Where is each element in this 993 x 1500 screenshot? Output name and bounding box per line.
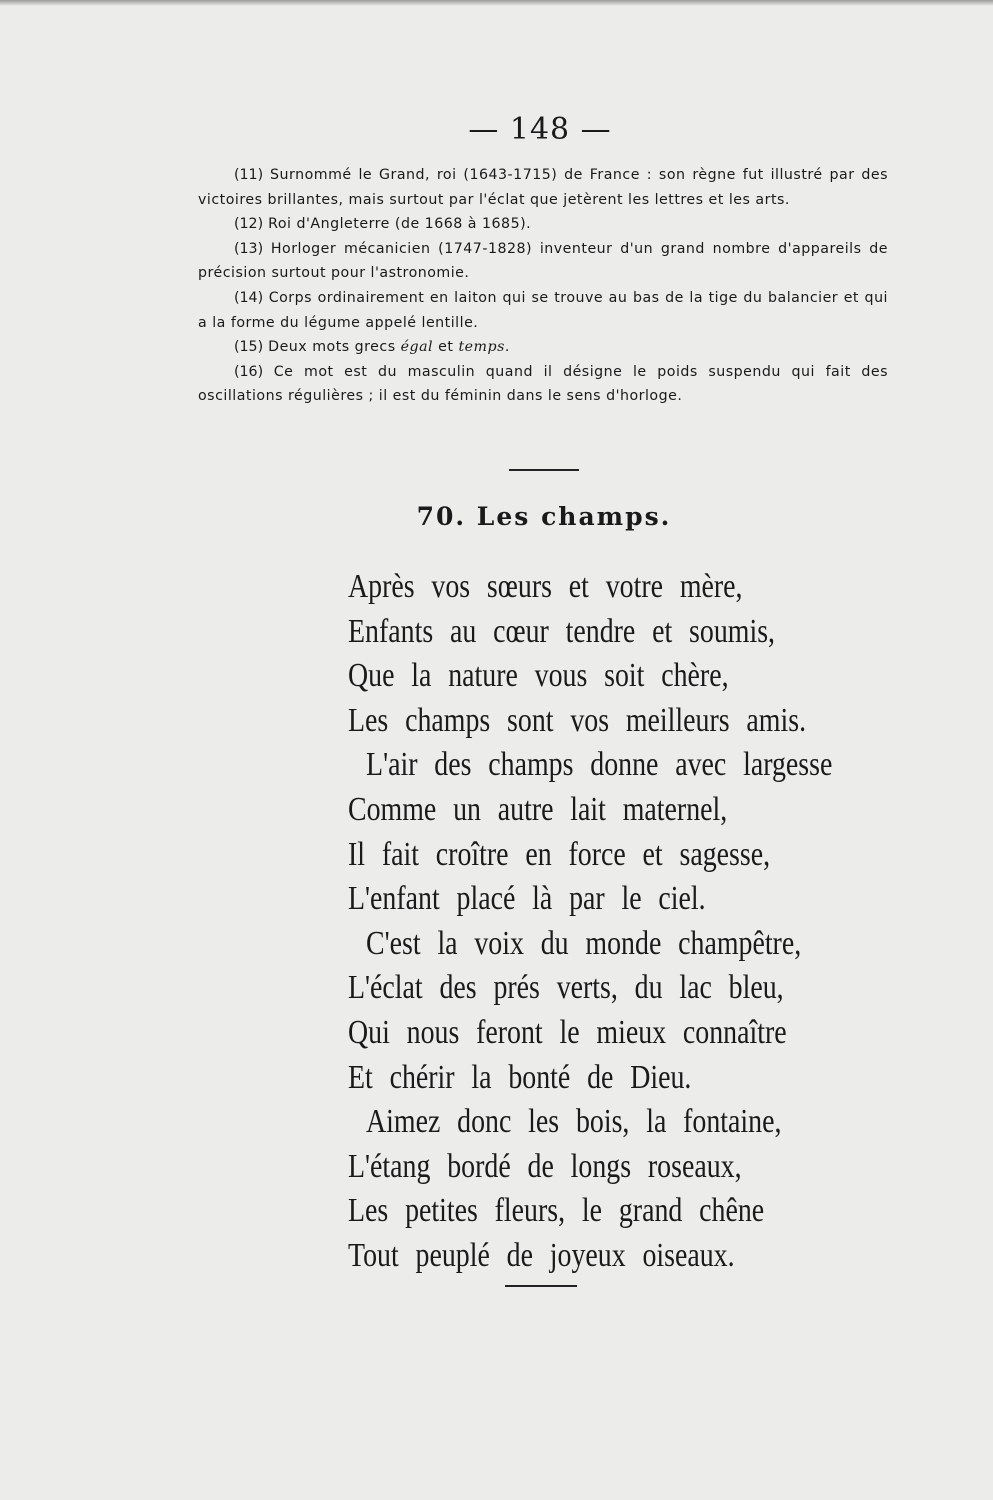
footnote-15	[198, 335, 888, 360]
footnote-13	[198, 237, 888, 286]
poem-verse: C'est la voix du monde champêtre,	[366, 924, 802, 962]
footnote-text: Deux mots grecs	[268, 339, 396, 356]
poem-verse: Il fait croître en force et sagesse,	[348, 835, 771, 873]
poem-verse: Après vos sœurs et votre mère,	[348, 568, 743, 605]
page-number: — 148 —	[468, 112, 612, 147]
section-divider-bottom	[505, 1285, 577, 1287]
footnote-number: (15)	[234, 339, 264, 356]
poem-verse: L'enfant placé là par le ciel.	[348, 880, 706, 918]
footnote-11	[198, 163, 888, 212]
footnote-16	[198, 360, 888, 409]
poem-verse: Les champs sont vos meilleurs amis.	[348, 701, 807, 739]
footnote-number: (11)	[234, 167, 264, 183]
poem-verse: Les petites fleurs, le grand chêne	[348, 1192, 765, 1230]
poem-verse: Comme un autre lait maternel,	[348, 790, 728, 828]
footnote-number: (14)	[234, 289, 264, 306]
poem-verse: L'étang bordé de longs roseaux,	[348, 1147, 742, 1185]
footnote-text: Roi d'Angleterre (de 1668 à 1685).	[268, 216, 532, 233]
footnotes	[198, 163, 888, 409]
poem-verse: Enfants au cœur tendre et soumis,	[348, 612, 776, 650]
footnote-text: et	[438, 339, 454, 356]
poem-verse: Aimez donc les bois, la fontaine,	[366, 1103, 782, 1141]
poem-verse: Et chérir la bonté de Dieu.	[348, 1058, 692, 1096]
footnote-14	[198, 286, 888, 335]
poem-body	[348, 565, 833, 1279]
footnote-number: (13)	[234, 240, 264, 257]
poem-verse: Tout peuplé de joyeux oiseaux.	[348, 1236, 735, 1274]
footnote-number: (12)	[234, 216, 264, 233]
footnote-text: .	[504, 339, 510, 356]
footnote-number: (16)	[234, 363, 264, 380]
footnote-italic-word: temps	[458, 339, 505, 356]
footnote-italic-word: égal	[400, 339, 434, 356]
poem-verse: Qui nous feront le mieux connaître	[348, 1013, 787, 1051]
footnote-text: Horloger mécanicien (1747-1828) inventeur d'un grand nombre d'appareils de précision surtout pour l'astronomie.	[198, 240, 888, 282]
poem-title: 70. Les champs.	[416, 502, 672, 531]
section-divider-top	[509, 469, 579, 471]
footnote-text: Corps ordinairement en laiton qui se trouve au bas de la tige du balancier et qui a la forme du légume appelé lentille.	[198, 289, 889, 331]
poem-verse: L'air des champs donne avec largesse	[366, 746, 833, 784]
page-edge-shadow	[0, 0, 993, 6]
poem-verse: Que la nature vous soit chère,	[348, 657, 729, 695]
footnote-12	[198, 212, 888, 237]
footnote-text: Surnommé le Grand, roi (1643-1715) de France : son règne fut illustré par des victoires brillantes, mais surtout par l'éclat que jetèrent les lettres et les arts.	[198, 167, 889, 208]
poem-verse: L'éclat des prés verts, du lac bleu,	[348, 969, 784, 1007]
footnote-text: Ce mot est du masculin quand il désigne le poids suspendu qui fait des oscillations régulières ; il est du féminin dans le sens d'horloge.	[198, 363, 888, 405]
